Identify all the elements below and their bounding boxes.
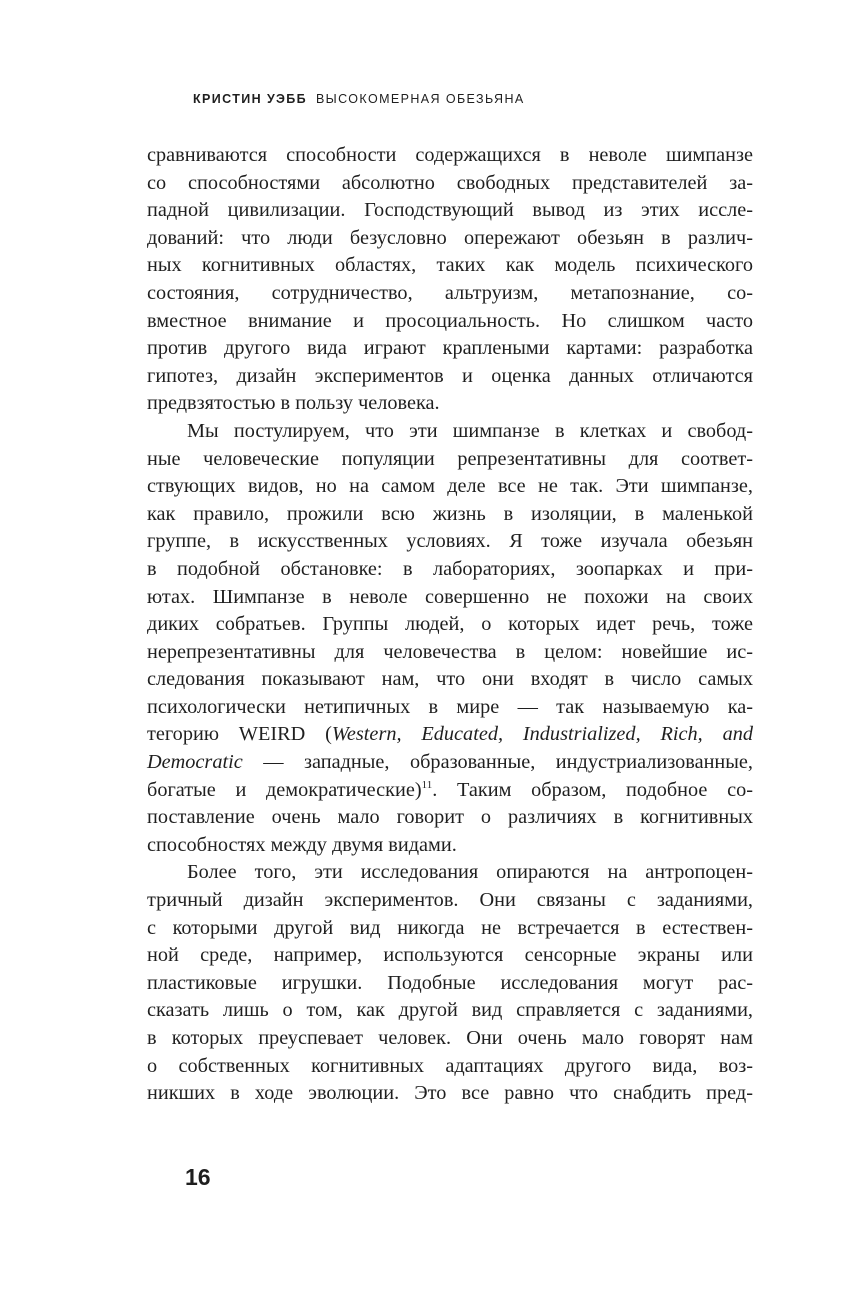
text-line: способностях между двумя видами. — [147, 833, 457, 856]
text-line — [147, 777, 753, 805]
italic-text-run: Western, Educated, Industrialized, Rich, and — [331, 723, 753, 746]
text-line: о собственных когнитивных адаптациях другого вида, воз- — [147, 1054, 753, 1077]
text-line: как правило, прожили всю жизнь в изоляции, в маленькой — [147, 502, 753, 525]
header-author: КРИСТИН УЭББ — [193, 92, 308, 106]
text-line: дований: что люди безусловно опережают обезьян в различ- — [147, 226, 753, 249]
body-text — [147, 142, 753, 1108]
text-line: ной среде, например, используются сенсорные экраны или — [147, 944, 753, 967]
text-line: в которых преуспевает человек. Они очень мало говорят нам — [147, 1027, 753, 1049]
footnote-marker: 11 — [421, 778, 433, 791]
text-line: нерепрезентативны для человечества в целом: новейшие ис- — [147, 640, 753, 663]
running-header — [193, 92, 525, 106]
text-line — [147, 721, 753, 749]
text-line: с которыми другой вид никогда не встречается в естествен- — [147, 916, 753, 939]
text-line: группе, в искусственных условиях. Я тоже изучала обезьян — [147, 530, 753, 553]
text-line: вместное внимание и просоциальность. Но слишком часто — [147, 309, 753, 332]
text-line: тричный дизайн экспериментов. Они связаны с заданиями, — [147, 889, 753, 912]
text-line: против другого вида играют краплеными картами: разработка — [147, 337, 753, 360]
text-line: пластиковые игрушки. Подобные исследования могут рас- — [147, 971, 753, 994]
text-line: ствующих видов, но на самом деле все не так. Эти шимпанзе, — [147, 475, 753, 498]
text-run: тегорию WEIRD ( — [147, 723, 332, 746]
text-line: предвзятостью в пользу человека. — [147, 392, 440, 415]
text-line: гипотез, дизайн экспериментов и оценка данных отличаются — [147, 364, 753, 387]
text-line: поставление очень мало говорит о различиях в когнитивных — [147, 806, 753, 829]
text-run: . Таким образом, подобное со- — [432, 778, 753, 801]
text-line: падной цивилизации. Господствующий вывод из этих иссле- — [147, 199, 753, 222]
text-line: ные человеческие популяции репрезентативны для соответ- — [147, 447, 753, 470]
text-line: состояния, сотрудничество, альтруизм, метапознание, со- — [147, 281, 753, 304]
italic-text-run: Democratic — [147, 751, 243, 774]
text-run: — западные, образованные, индустриализованные, — [242, 751, 753, 774]
text-line: психологически нетипичных в мире — так называемую ка- — [147, 695, 753, 718]
header-book-title: ВЫСОКОМЕРНАЯ ОБЕЗЬЯНА — [315, 92, 525, 106]
text-line: сказать лишь о том, как другой вид справляется с заданиями, — [147, 999, 753, 1022]
text-line: Мы постулируем, что эти шимпанзе в клетках и свобод- — [187, 419, 753, 442]
text-line: следования показывают нам, что они входят в число самых — [147, 668, 753, 691]
text-line: со способностями абсолютно свободных представителей за- — [147, 171, 753, 194]
text-run: богатые и демократические) — [147, 778, 422, 801]
text-line: Более того, эти исследования опираются на антропоцен- — [187, 861, 753, 884]
text-line: никших в ходе эволюции. Это все равно что снабдить пред- — [147, 1082, 753, 1105]
text-line: ных когнитивных областях, таких как модель психического — [147, 254, 753, 277]
text-line: ютах. Шимпанзе в неволе совершенно не похожи на своих — [147, 585, 753, 608]
text-line: в подобной обстановке: в лабораториях, зоопарках и при- — [147, 557, 753, 580]
text-line: диких собратьев. Группы людей, о которых идет речь, тоже — [147, 613, 753, 636]
text-line: сравниваются способности содержащихся в неволе шимпанзе — [147, 144, 753, 166]
text-line — [147, 749, 753, 777]
page-number: 16 — [185, 1164, 211, 1190]
